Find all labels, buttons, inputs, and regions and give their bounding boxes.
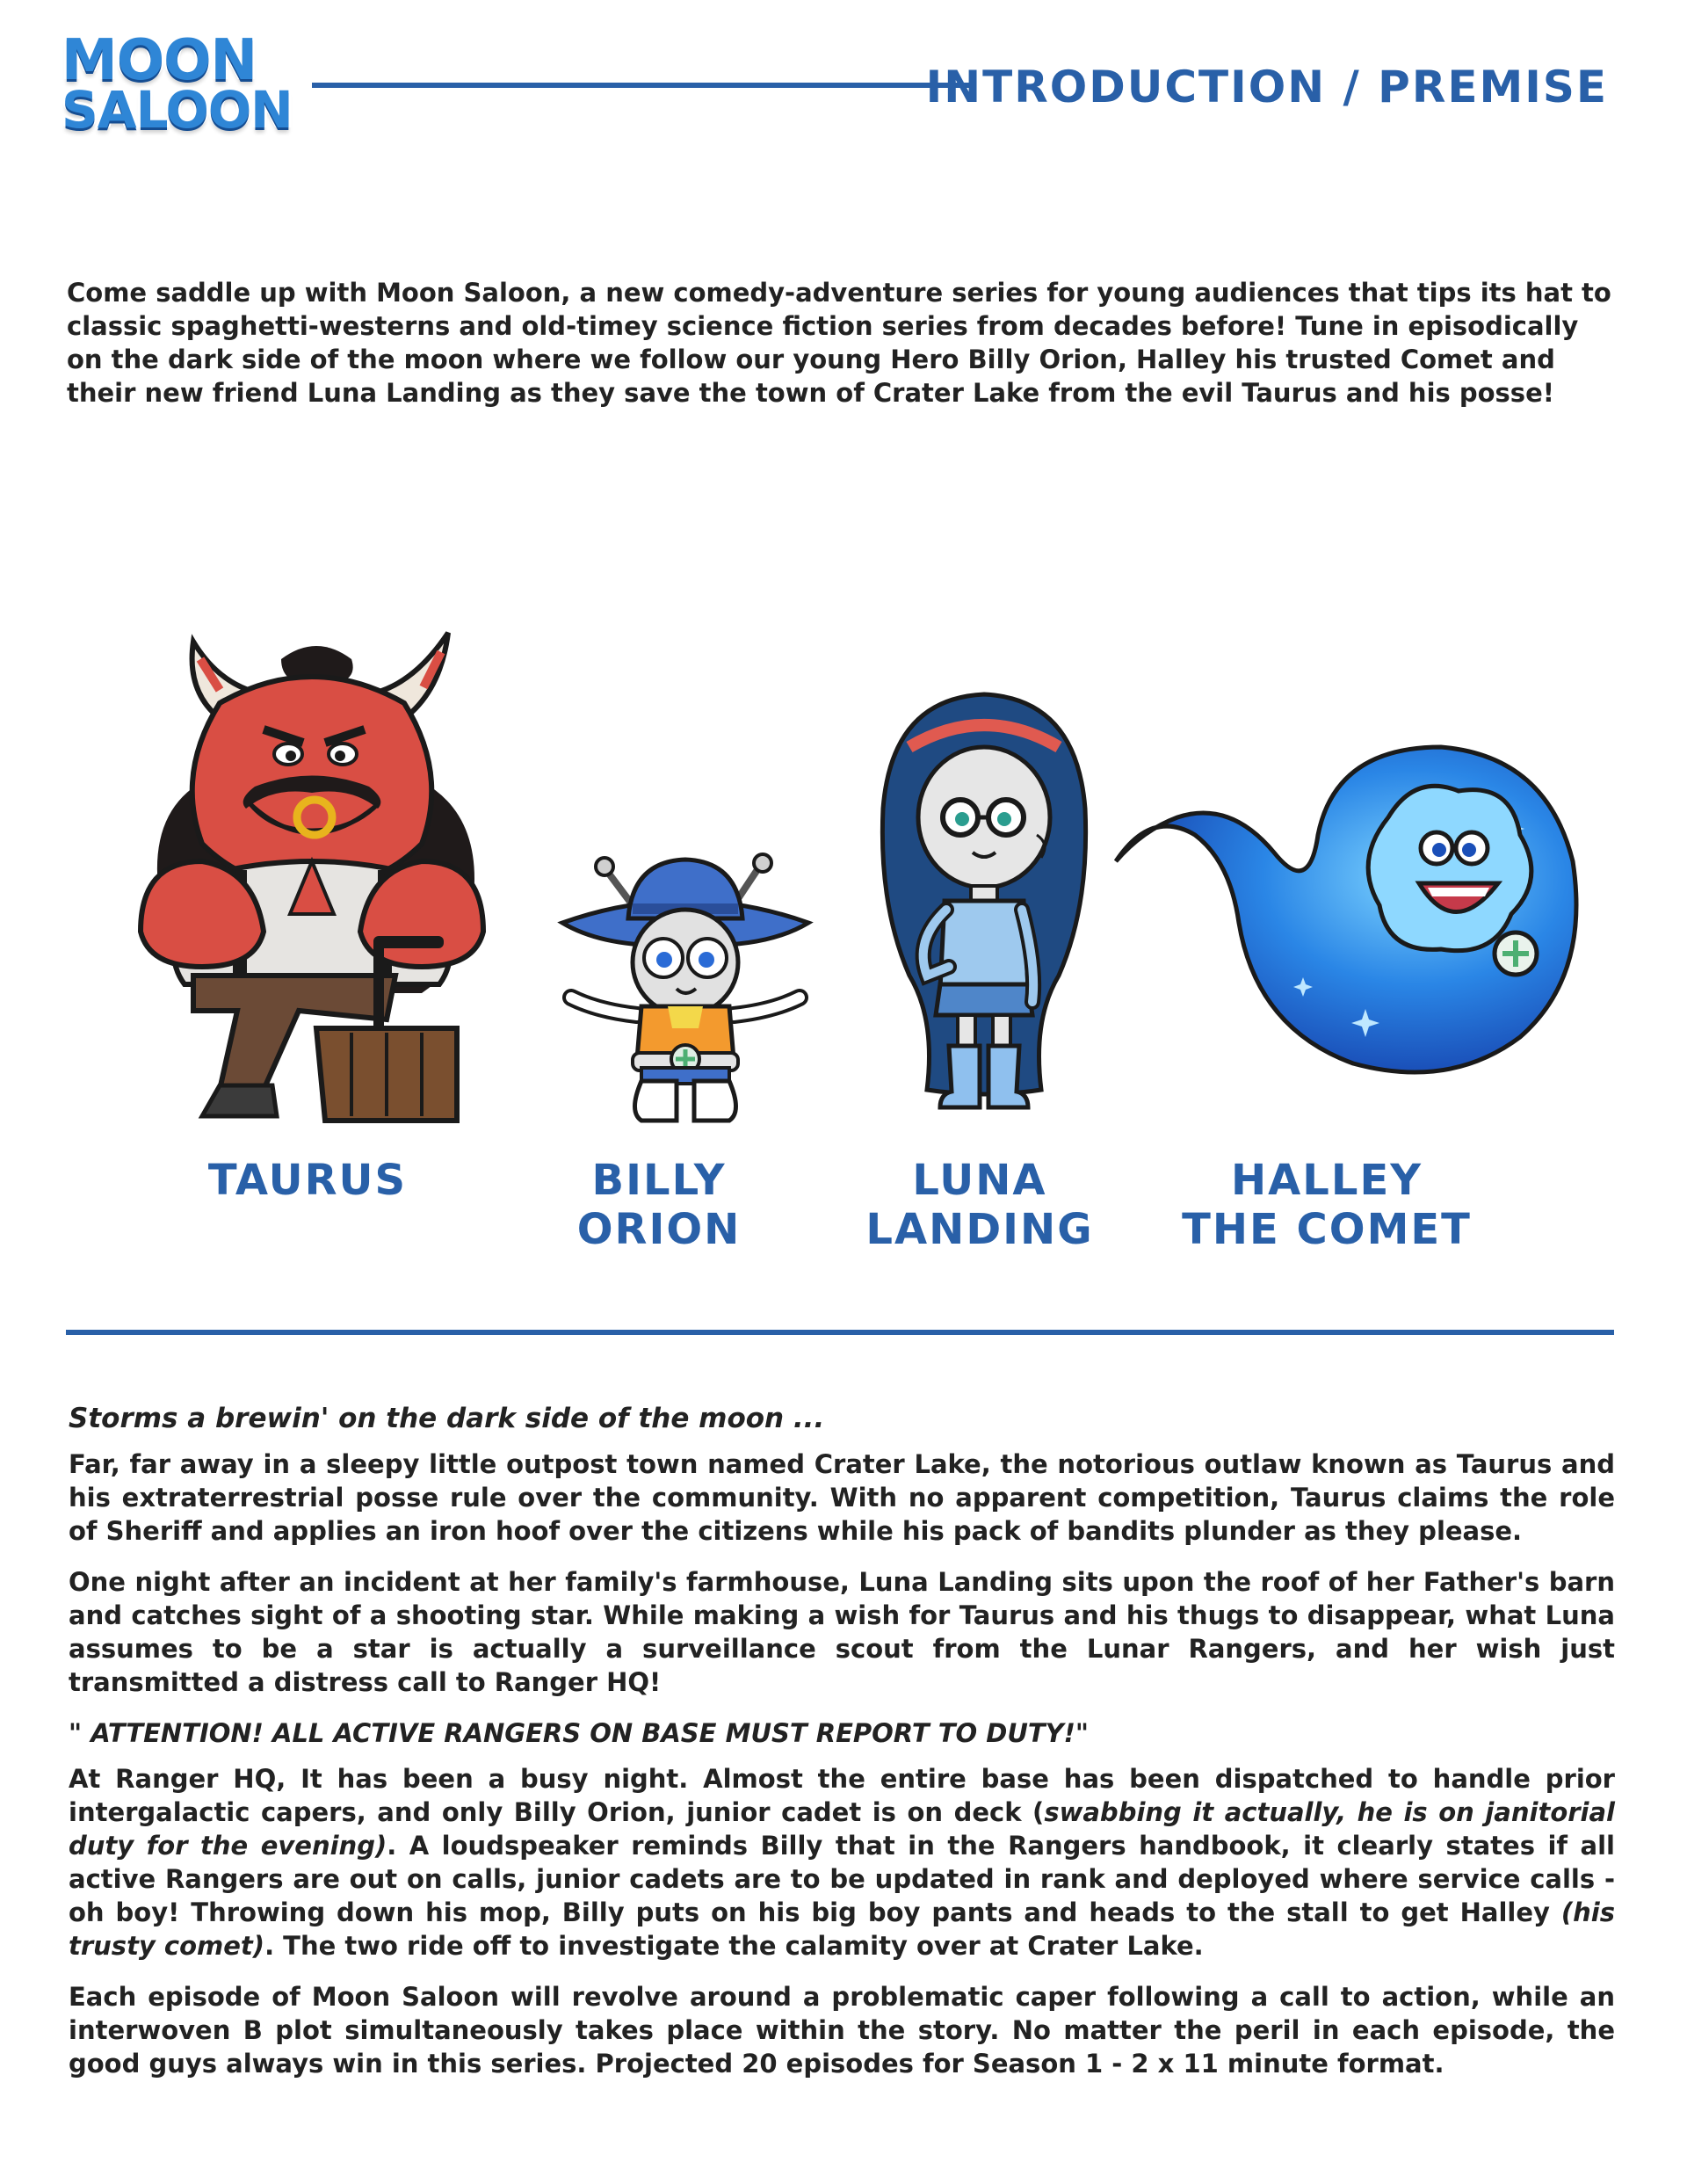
intro-paragraph: Come saddle up with Moon Saloon, a new comedy-adventure series for young audiences that tips its hat to classic spaghetti-westerns and old-timey science fiction series from decades before! Tune in episodically on the dark side of the moon where we follow our young Hero Billy Orion, Halley his trusted Comet and their new friend Luna Landing as they save the town of Crater Lake from the evil Taurus and his posse! [67, 278, 1611, 408]
header-divider [312, 83, 971, 88]
story-text: . A loudspeaker reminds Billy that in the Rangers handbook, it clearly states if all active Rangers are out on calls, junior cadets are to be updated in rank and deployed where service calls - oh boy! Throwing down his mop, Billy puts on his big boy pants and heads to the stall to get Halley [69, 1831, 1615, 1927]
taurus-illustration [88, 598, 536, 1125]
story-text: At Ranger HQ, It has been a busy night. Almost the entire base has been dispatched to handle prior intergalactic capers, and only Billy Orion, junior cadet is on deck ( [69, 1764, 1615, 1827]
character-name-line: LUNA [912, 1156, 1047, 1205]
story-paragraph: Far, far away in a sleepy little outpost town named Crater Lake, the notorious outlaw known as Taurus and his extraterrestrial posse rule over the community. With no apparent competition, Taurus claims the role of Sheriff and applies an iron hoof over the citizens while his pack of bandits plunder as they please. [69, 1449, 1615, 1546]
halley-comet-illustration [1098, 721, 1590, 1107]
character-name-billy-orion [527, 1156, 791, 1254]
character-name-line: ORION [576, 1205, 742, 1254]
character-name-luna-landing [844, 1156, 1116, 1254]
moon-saloon-logo [62, 28, 293, 149]
character-name-halley [1160, 1156, 1494, 1254]
character-name-line: THE COMET [1182, 1205, 1472, 1254]
section-title: INTRODUCTION / PREMISE [925, 62, 1608, 112]
story-lead: Storms a brewin' on the dark side of the moon ... [69, 1403, 825, 1434]
section-divider [66, 1330, 1614, 1335]
story-aside: swabbing it actually, he is on janitorial duty for the evening) [69, 1797, 1615, 1861]
logo-word-moon: MOON [62, 28, 257, 93]
story-synopsis [69, 1402, 1615, 2098]
story-paragraph: One night after an incident at her family's farmhouse, Luna Landing sits upon the roof of her Father's barn and catches sight of a shooting star. While making a wish for Taurus and his thugs to disappear, what Luna assumes to be a star is actually a surveillance scout from the Lunar Rangers, and her wish just transmitted a distress call to Ranger HQ! [69, 1567, 1615, 1697]
story-text: . The two ride off to investigate the calamity over at Crater Lake. [264, 1931, 1204, 1961]
character-name-line: HALLEY [1230, 1156, 1423, 1205]
character-name-line: BILLY [591, 1156, 727, 1205]
story-alert: " ATTENTION! ALL ACTIVE RANGERS ON BASE MUST REPORT TO DUTY!" [69, 1718, 1089, 1748]
story-aside: (his trusty comet) [69, 1897, 1615, 1961]
story-paragraph [69, 1762, 1615, 1963]
character-name-taurus [176, 1156, 439, 1205]
story-paragraph: Each episode of Moon Saloon will revolve around a problematic caper following a call to action, while an interwoven B plot simultaneously takes place within the story. No matter the peril in each episode, the good guys always win in this series. Projected 20 episodes for Season 1 - 2 x 11 minute format. [69, 1982, 1615, 2079]
billy-orion-illustration [545, 817, 826, 1125]
luna-landing-illustration [874, 686, 1094, 1125]
character-name-line: TAURUS [207, 1156, 408, 1205]
logo-word-saloon: SALOON [62, 80, 293, 140]
character-name-line: LANDING [865, 1205, 1094, 1254]
